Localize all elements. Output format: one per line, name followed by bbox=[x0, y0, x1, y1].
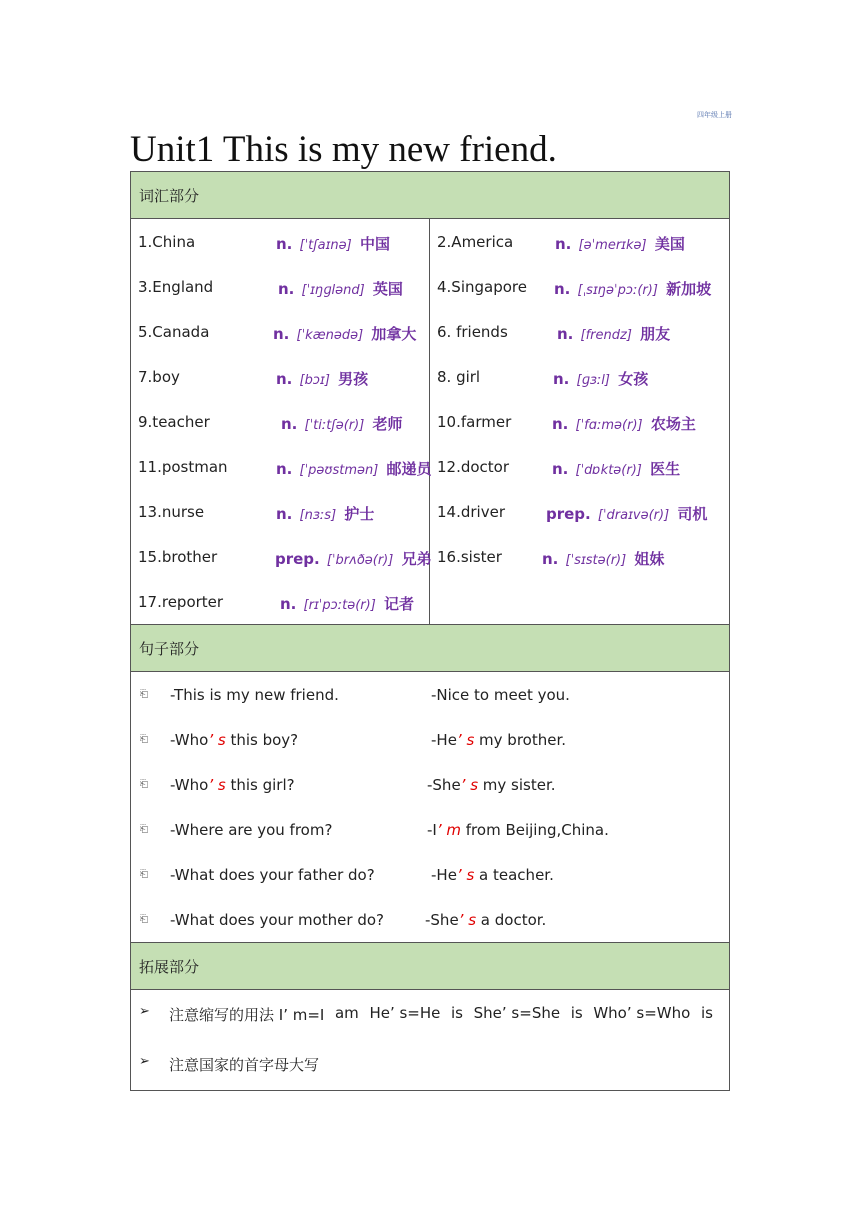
vocab-definition bbox=[555, 233, 685, 254]
answer-text bbox=[431, 866, 554, 884]
note-word: am bbox=[334, 1004, 359, 1022]
phonetic: [frendz] bbox=[576, 328, 632, 343]
list-bullet-icon: ⎗ bbox=[140, 734, 148, 745]
phonetic: [ˈfɑːmə(r)] bbox=[571, 418, 643, 433]
question-part: -Who bbox=[170, 731, 209, 749]
note-word: She’ s=She bbox=[473, 1004, 561, 1022]
sentence-row bbox=[131, 807, 729, 852]
sentence-row bbox=[131, 897, 729, 942]
answer-part: a doctor. bbox=[476, 911, 547, 929]
phonetic: [ˈsɪstə(r)] bbox=[561, 553, 627, 568]
vocab-definition bbox=[552, 413, 696, 434]
extension-note-2 bbox=[131, 1054, 729, 1078]
vocab-definition bbox=[281, 413, 403, 434]
part-of-speech: n. bbox=[552, 415, 569, 433]
contraction-mark: ’ s bbox=[456, 866, 475, 884]
vocab-word: 6. friends bbox=[437, 323, 508, 341]
vocab-item-left bbox=[131, 534, 432, 579]
vocab-word: 8. girl bbox=[437, 368, 481, 386]
sentence-row bbox=[131, 762, 729, 807]
phonetic: [ɡɜːl] bbox=[572, 373, 610, 388]
chinese-meaning: 姐妹 bbox=[629, 550, 665, 568]
part-of-speech: n. bbox=[542, 550, 559, 568]
answer-text bbox=[431, 731, 566, 749]
vocab-word: 1.China bbox=[138, 233, 196, 251]
chinese-meaning: 老师 bbox=[367, 415, 403, 433]
note-word: 注意缩写的用法 I’ m=I bbox=[169, 1006, 325, 1024]
vocab-word: 4.Singapore bbox=[437, 278, 527, 296]
sentence-row bbox=[131, 672, 729, 717]
vocab-word: 11.postman bbox=[138, 458, 228, 476]
vocab-item-left bbox=[131, 309, 429, 354]
list-bullet-icon: ⎗ bbox=[140, 914, 148, 925]
vocab-definition bbox=[278, 278, 403, 299]
sentence-section-heading: 句子部分 bbox=[131, 625, 729, 672]
extension-note-1-text bbox=[169, 1004, 713, 1025]
extension-section-heading: 拓展部分 bbox=[131, 943, 729, 990]
vocab-item-left bbox=[131, 219, 429, 264]
vocab-item-right bbox=[430, 219, 729, 264]
vocab-word: 14.driver bbox=[437, 503, 505, 521]
part-of-speech: n. bbox=[281, 415, 298, 433]
note-word: Who’ s=Who bbox=[593, 1004, 691, 1022]
part-of-speech: n. bbox=[557, 325, 574, 343]
question-text bbox=[170, 731, 298, 749]
vocab-item-left bbox=[131, 444, 432, 489]
vocab-item-right bbox=[430, 354, 729, 399]
part-of-speech: n. bbox=[276, 460, 293, 478]
vocab-definition bbox=[276, 233, 390, 254]
question-part: -Who bbox=[170, 776, 209, 794]
note-word: He’ s=He bbox=[369, 1004, 441, 1022]
chinese-meaning: 邮递员 bbox=[381, 460, 432, 478]
answer-text bbox=[427, 821, 609, 839]
part-of-speech: n. bbox=[276, 370, 293, 388]
vocab-column-left bbox=[131, 219, 430, 624]
question-text: -Where are you from? bbox=[170, 821, 333, 839]
note-word: is bbox=[451, 1004, 463, 1022]
contraction-mark: ’ s bbox=[208, 731, 226, 749]
vocab-item-right bbox=[430, 444, 729, 489]
chinese-meaning: 农场主 bbox=[645, 415, 696, 433]
lesson-table bbox=[130, 171, 730, 1091]
answer-text bbox=[425, 911, 546, 929]
list-bullet-icon: ⎗ bbox=[140, 824, 148, 835]
answer-part: -She bbox=[427, 776, 461, 794]
chinese-meaning: 医生 bbox=[644, 460, 681, 478]
vocab-word: 17.reporter bbox=[138, 593, 224, 611]
phonetic: [rɪˈpɔːtə(r)] bbox=[299, 598, 376, 613]
question-text bbox=[170, 776, 295, 794]
contraction-mark: ’ s bbox=[458, 911, 477, 929]
vocab-item-right bbox=[430, 309, 729, 354]
vocab-definition bbox=[276, 458, 432, 479]
arrow-bullet-icon: ➢ bbox=[139, 1004, 150, 1019]
vocab-word: 12.doctor bbox=[437, 458, 510, 476]
chinese-meaning: 记者 bbox=[378, 595, 415, 613]
vocab-section-heading: 词汇部分 bbox=[131, 172, 729, 219]
answer-part: -He bbox=[431, 866, 457, 884]
answer-part: -He bbox=[431, 731, 457, 749]
sentence-list bbox=[131, 672, 729, 943]
chinese-meaning: 美国 bbox=[649, 235, 685, 253]
chinese-meaning: 加拿大 bbox=[366, 325, 417, 343]
chinese-meaning: 女孩 bbox=[613, 370, 649, 388]
phonetic: [ˈkænədə] bbox=[292, 328, 364, 343]
chinese-meaning: 中国 bbox=[354, 235, 390, 253]
question-part: this boy? bbox=[225, 731, 299, 749]
answer-text bbox=[431, 686, 570, 704]
phonetic: [ˈdraɪvə(r)] bbox=[593, 508, 670, 523]
part-of-speech: prep. bbox=[546, 505, 591, 523]
note-word: is bbox=[570, 1004, 583, 1022]
vocab-item-left bbox=[131, 264, 429, 309]
vocab-definition bbox=[280, 593, 414, 614]
vocab-definition bbox=[554, 278, 711, 299]
vocab-definition bbox=[546, 503, 707, 524]
part-of-speech: n. bbox=[278, 280, 295, 298]
vocab-word: 9.teacher bbox=[138, 413, 210, 431]
vocab-item-left bbox=[131, 354, 429, 399]
answer-part: my brother. bbox=[474, 731, 567, 749]
answer-part: -Nice to meet you. bbox=[431, 686, 570, 704]
phonetic: [nɜːs] bbox=[295, 508, 337, 523]
page-title: Unit1 This is my new friend. bbox=[130, 129, 557, 170]
vocab-definition bbox=[542, 548, 664, 569]
list-bullet-icon: ⎗ bbox=[140, 689, 148, 700]
vocab-item-right bbox=[430, 489, 729, 534]
phonetic: [bɔɪ] bbox=[295, 373, 330, 388]
vocab-word: 13.nurse bbox=[138, 503, 205, 521]
phonetic: [ˈtiːtʃə(r)] bbox=[300, 418, 365, 433]
vocab-definition bbox=[553, 368, 648, 389]
note-word: is bbox=[700, 1004, 713, 1022]
answer-part: from Beijing,China. bbox=[461, 821, 609, 839]
phonetic: [ˈtʃaɪnə] bbox=[295, 238, 352, 253]
vocab-item-left bbox=[131, 579, 429, 624]
part-of-speech: n. bbox=[276, 505, 293, 523]
phonetic: [ˈɪŋɡlənd] bbox=[297, 283, 365, 298]
part-of-speech: n. bbox=[280, 595, 297, 613]
sentence-row bbox=[131, 717, 729, 762]
question-part: this girl? bbox=[225, 776, 295, 794]
vocab-definition bbox=[276, 503, 374, 524]
part-of-speech: n. bbox=[276, 235, 293, 253]
extension-note-1 bbox=[131, 1004, 729, 1028]
question-text: -This is my new friend. bbox=[170, 686, 339, 704]
answer-part: -I bbox=[427, 821, 437, 839]
vocab-word: 10.farmer bbox=[437, 413, 512, 431]
vocab-item-right bbox=[430, 264, 729, 309]
part-of-speech: n. bbox=[554, 280, 571, 298]
part-of-speech: n. bbox=[273, 325, 290, 343]
phonetic: [ˌsɪŋəˈpɔː(r)] bbox=[573, 283, 658, 298]
answer-part: my sister. bbox=[478, 776, 556, 794]
vocab-word: 7.boy bbox=[138, 368, 180, 386]
part-of-speech: n. bbox=[553, 370, 570, 388]
part-of-speech: n. bbox=[552, 460, 569, 478]
vocab-word: 16.sister bbox=[437, 548, 502, 566]
extension-note-2-text: 注意国家的首字母大写 bbox=[169, 1056, 320, 1074]
vocab-item-left bbox=[131, 489, 429, 534]
arrow-bullet-icon: ➢ bbox=[139, 1054, 150, 1069]
vocab-word: 3.England bbox=[138, 278, 214, 296]
chinese-meaning: 护士 bbox=[339, 505, 375, 523]
vocab-word: 2.America bbox=[437, 233, 514, 251]
contraction-mark: ’ m bbox=[436, 821, 461, 839]
part-of-speech: prep. bbox=[275, 550, 320, 568]
vocab-definition bbox=[276, 368, 368, 389]
vocab-word: 15.brother bbox=[138, 548, 218, 566]
vocab-column-right bbox=[430, 219, 729, 624]
chinese-meaning: 朋友 bbox=[634, 325, 671, 343]
question-text: -What does your mother do? bbox=[170, 911, 384, 929]
answer-part: -She bbox=[425, 911, 459, 929]
phonetic: [ˈpəʊstmən] bbox=[295, 463, 379, 478]
header-note: 四年级上册 bbox=[697, 111, 732, 119]
vocab-item-left bbox=[131, 399, 429, 444]
chinese-meaning: 男孩 bbox=[332, 370, 369, 388]
vocab-item-right bbox=[430, 399, 729, 444]
vocab-definition bbox=[275, 548, 432, 569]
vocab-definition bbox=[273, 323, 416, 344]
phonetic: [əˈmerɪkə] bbox=[574, 238, 647, 253]
vocab-grid bbox=[131, 219, 729, 625]
vocab-definition bbox=[552, 458, 680, 479]
vocab-word: 5.Canada bbox=[138, 323, 210, 341]
list-bullet-icon: ⎗ bbox=[140, 779, 148, 790]
list-bullet-icon: ⎗ bbox=[140, 869, 148, 880]
contraction-mark: ’ s bbox=[456, 731, 475, 749]
answer-part: a teacher. bbox=[474, 866, 554, 884]
chinese-meaning: 兄弟 bbox=[396, 550, 432, 568]
part-of-speech: n. bbox=[555, 235, 572, 253]
vocab-definition bbox=[557, 323, 670, 344]
chinese-meaning: 英国 bbox=[367, 280, 403, 298]
answer-text bbox=[427, 776, 556, 794]
phonetic: [ˈbrʌðə(r)] bbox=[322, 553, 394, 568]
question-text: -What does your father do? bbox=[170, 866, 375, 884]
contraction-mark: ’ s bbox=[460, 776, 479, 794]
sentence-row bbox=[131, 852, 729, 897]
chinese-meaning: 司机 bbox=[672, 505, 708, 523]
extension-notes bbox=[131, 990, 729, 1090]
phonetic: [ˈdɒktə(r)] bbox=[571, 463, 642, 478]
vocab-item-right bbox=[430, 534, 729, 579]
contraction-mark: ’ s bbox=[208, 776, 226, 794]
chinese-meaning: 新加坡 bbox=[660, 280, 712, 298]
